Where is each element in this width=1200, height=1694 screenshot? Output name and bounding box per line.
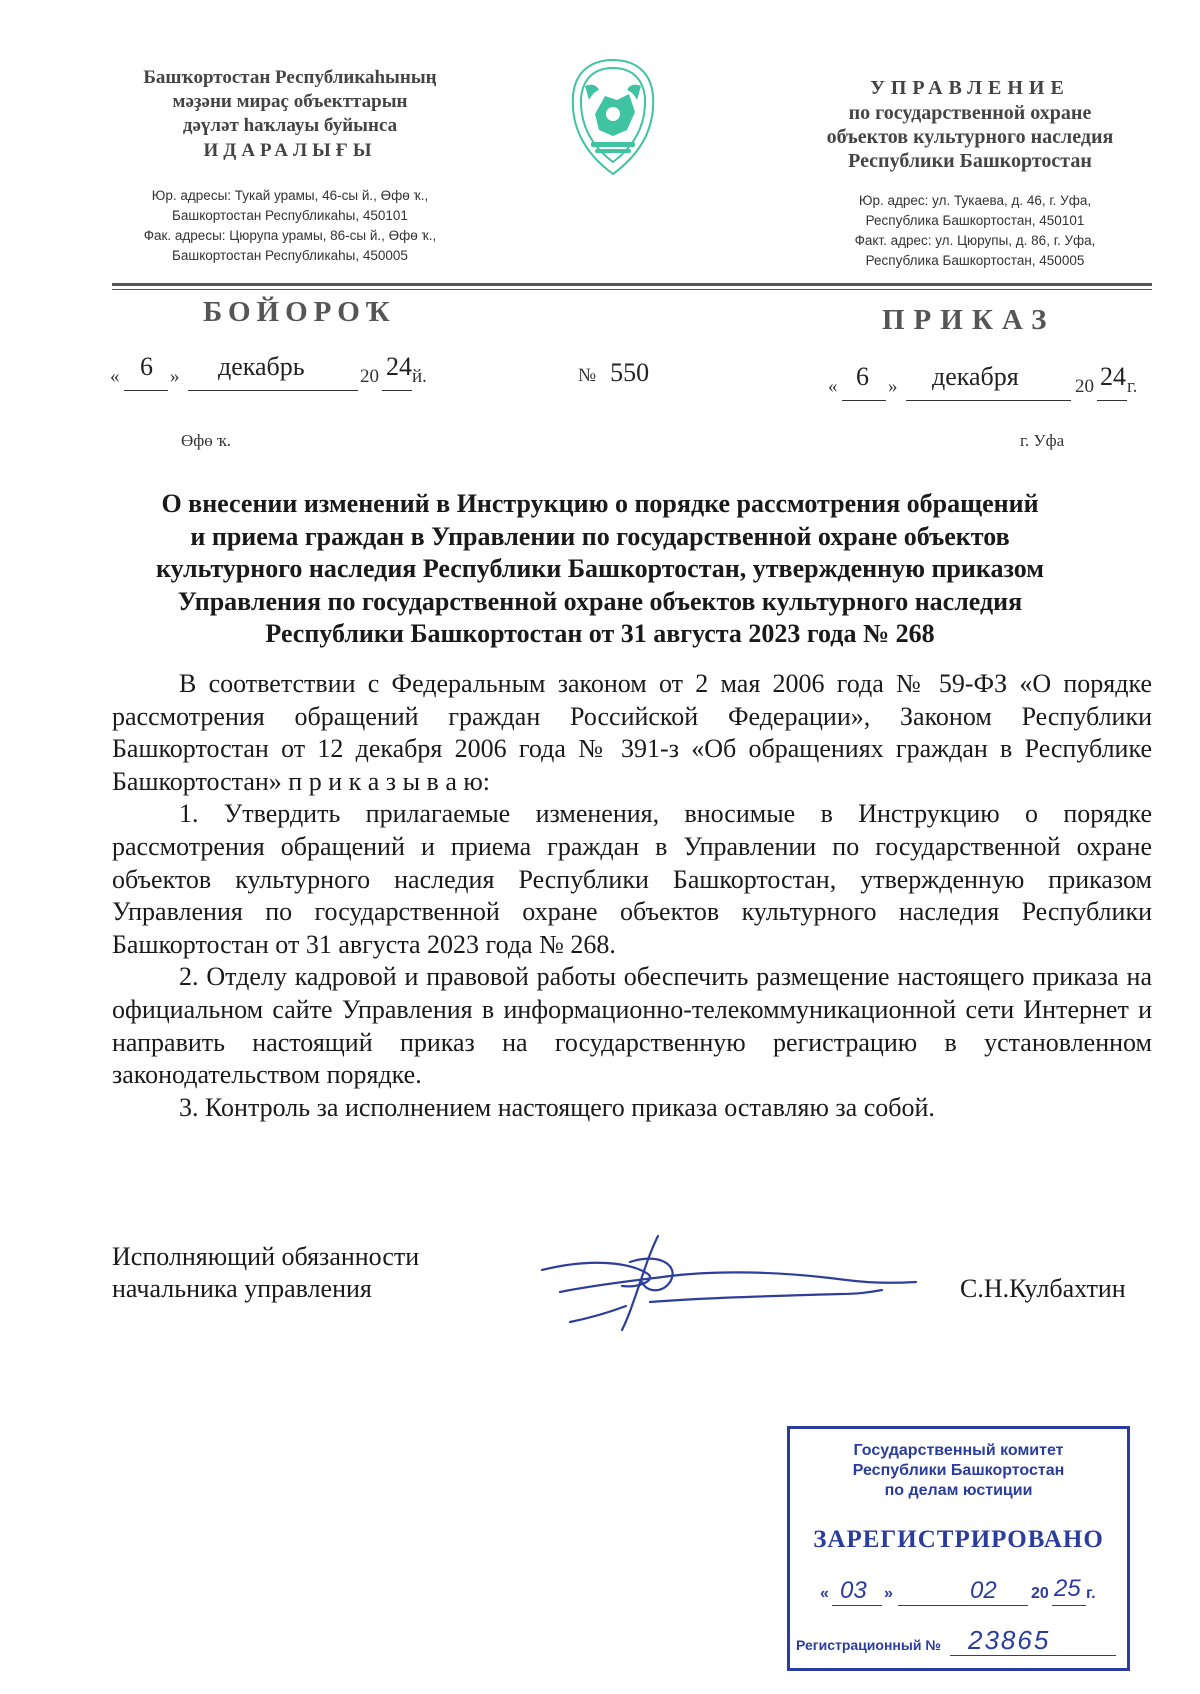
date-left-open-quote: « (110, 366, 120, 387)
title-line: О внесении изменений в Инструкцию о порядке рассмотрения обращений (161, 489, 1039, 518)
handwritten-signature (530, 1222, 930, 1332)
header-left-org: ИДАРАЛЫҒЫ (203, 140, 377, 161)
body-paragraph-item-1: 1. Утвердить прилагаемые изменения, вносимые в Инструкцию о порядке рассмотрения обращений и приема граждан в Управлении по государственной охране объектов культурного наследия Республики Башкортостан, утвержденную приказом Управления по государственной охране объектов культурного наследия Республики Башкортостан от 31 августа 2023 года № 268. (112, 799, 1152, 959)
date-right-open-quote: « (828, 376, 838, 397)
title-line: и приема граждан в Управлении по государственной охране объектов (190, 521, 1010, 551)
stamp-day-underline (832, 1605, 882, 1606)
stamp-date-year: 25 (1054, 1575, 1081, 1602)
order-number (578, 358, 649, 388)
doc-type-right: ПРИКАЗ (882, 304, 1056, 336)
date-right (828, 360, 1158, 404)
header-right-org: УПРАВЛЕНИЕ (870, 77, 1070, 99)
address-line: Башкортостан Республикаһы, 450005 (172, 248, 408, 263)
stamp-org-line: Государственный комитет (853, 1442, 1064, 1459)
date-right-day-underline (842, 400, 886, 401)
date-left-suffix: й. (412, 366, 427, 387)
header-right (775, 76, 1165, 173)
header-right-line: Республики Башкортостан (848, 150, 1092, 172)
date-left-day: 6 (140, 352, 153, 381)
signer-position-line: начальника управления (112, 1274, 372, 1303)
stamp-date-month: 02 (970, 1577, 997, 1604)
date-right-month-underline (906, 400, 1071, 401)
number-value: 550 (610, 358, 650, 387)
body-paragraph-item-2: 2. Отделу кадровой и правовой работы обеспечить размещение настоящего приказа на официальном сайте Управления в информационно-телекоммуникационной сети Интернет и направить настоящий приказ на государственную регистрацию в установленном законодательством порядке. (112, 962, 1152, 1090)
address-line: Факт. адрес: ул. Цюрупы, д. 86, г. Уфа, (854, 233, 1096, 248)
stamp-year-underline (1052, 1605, 1086, 1606)
signer-name: С.Н.Кулбахтин (960, 1274, 1126, 1303)
coat-of-arms-emblem (565, 56, 661, 180)
stamp-date-day: 03 (840, 1577, 867, 1604)
header-left (100, 66, 480, 163)
date-right-year: 24 (1100, 362, 1126, 391)
stamp-status: ЗАРЕГИСТРИРОВАНО (813, 1526, 1104, 1553)
stamp-org (790, 1441, 1127, 1501)
stamp-org-line: по делам юстиции (884, 1482, 1033, 1499)
address-line: Республика Башкортостан, 450101 (865, 213, 1085, 228)
stamp-date-century: 20 (1031, 1585, 1049, 1602)
date-left-close-quote: » (170, 366, 180, 387)
stamp-month-underline (898, 1605, 1028, 1606)
signer-position (112, 1241, 419, 1305)
date-left (110, 350, 440, 394)
number-sign: № (578, 365, 597, 386)
header-right-line: по государственной охране (848, 102, 1092, 124)
header-left-line: дәүләт һаҡлауы буйынса (182, 115, 398, 136)
date-left-month: декабрь (218, 352, 305, 381)
date-right-day: 6 (856, 362, 869, 391)
date-right-century: 20 (1075, 376, 1094, 397)
address-line: Башкортостан Республикаһы, 450101 (172, 208, 408, 223)
title-line: культурного наследия Республики Башкортостан, утвержденную приказом (156, 554, 1044, 583)
header-left-line: мәҙәни мираҫ объекттарын (172, 91, 408, 112)
stamp-date (820, 1575, 1120, 1609)
body-paragraph-item-3: 3. Контроль за исполнением настоящего приказа оставляю за собой. (179, 1092, 935, 1122)
signer-position-line: Исполняющий обязанности (112, 1242, 420, 1271)
stamp-reg-label: Регистрационный № (796, 1637, 941, 1653)
date-right-year-underline (1097, 400, 1127, 401)
header-left-line: Башҡортостан Республикаһының (143, 67, 437, 88)
date-right-close-quote: » (888, 376, 898, 397)
address-line: Республика Башкортостан, 450005 (865, 253, 1085, 268)
date-left-year: 24 (386, 352, 412, 381)
stamp-registration (796, 1625, 1126, 1659)
body-paragraph-intro: В соответствии с Федеральным законом от 2 мая 2006 года № 59-ФЗ «О порядке рассмотрения обращений граждан Российской Федерации», Законом Республики Башкортостан от 12 декабря 2006 года № 391-з «Об обращениях граждан в Республике Башкортостан» п р и к а з ы в а ю: (112, 669, 1152, 796)
date-left-century: 20 (360, 366, 379, 387)
header-right-line: объектов культурного наследия (826, 126, 1114, 148)
document-body (112, 668, 1152, 1124)
city-left: Өфө ҡ. (181, 431, 232, 450)
stamp-org-line: Республики Башкортостан (852, 1462, 1065, 1479)
doc-type-left: БОЙОРОҠ (203, 296, 396, 328)
date-left-year-underline (382, 390, 412, 391)
address-line: Юр. адрес: ул. Тукаева, д. 46, г. Уфа, (858, 193, 1092, 208)
date-left-day-underline (124, 390, 168, 391)
stamp-reg-number: 23865 (968, 1625, 1051, 1655)
header-divider-thin (112, 289, 1152, 290)
stamp-date-close: » (884, 1585, 893, 1602)
address-line: Юр. адресы: Тукай урамы, 46-сы й., Өфө ҡ., (151, 188, 429, 203)
header-right-address (810, 191, 1140, 271)
date-left-month-underline (188, 390, 358, 391)
header-left-address (110, 186, 470, 266)
address-line: Фак. адресы: Цюрупа урамы, 86-сы й., Өфө ҡ., (143, 228, 437, 243)
document-title (100, 488, 1100, 651)
header-divider (112, 283, 1152, 286)
stamp-date-suffix: г. (1086, 1585, 1096, 1602)
registration-stamp (787, 1426, 1130, 1671)
date-right-month: декабря (932, 362, 1019, 391)
title-line: Управления по государственной охране объектов культурного наследия (177, 586, 1023, 616)
city-right: г. Уфа (1020, 431, 1065, 450)
stamp-date-open: « (820, 1585, 829, 1602)
date-right-suffix: г. (1127, 376, 1138, 397)
title-line: Республики Башкортостан от 31 августа 2023 года № 268 (265, 619, 935, 648)
